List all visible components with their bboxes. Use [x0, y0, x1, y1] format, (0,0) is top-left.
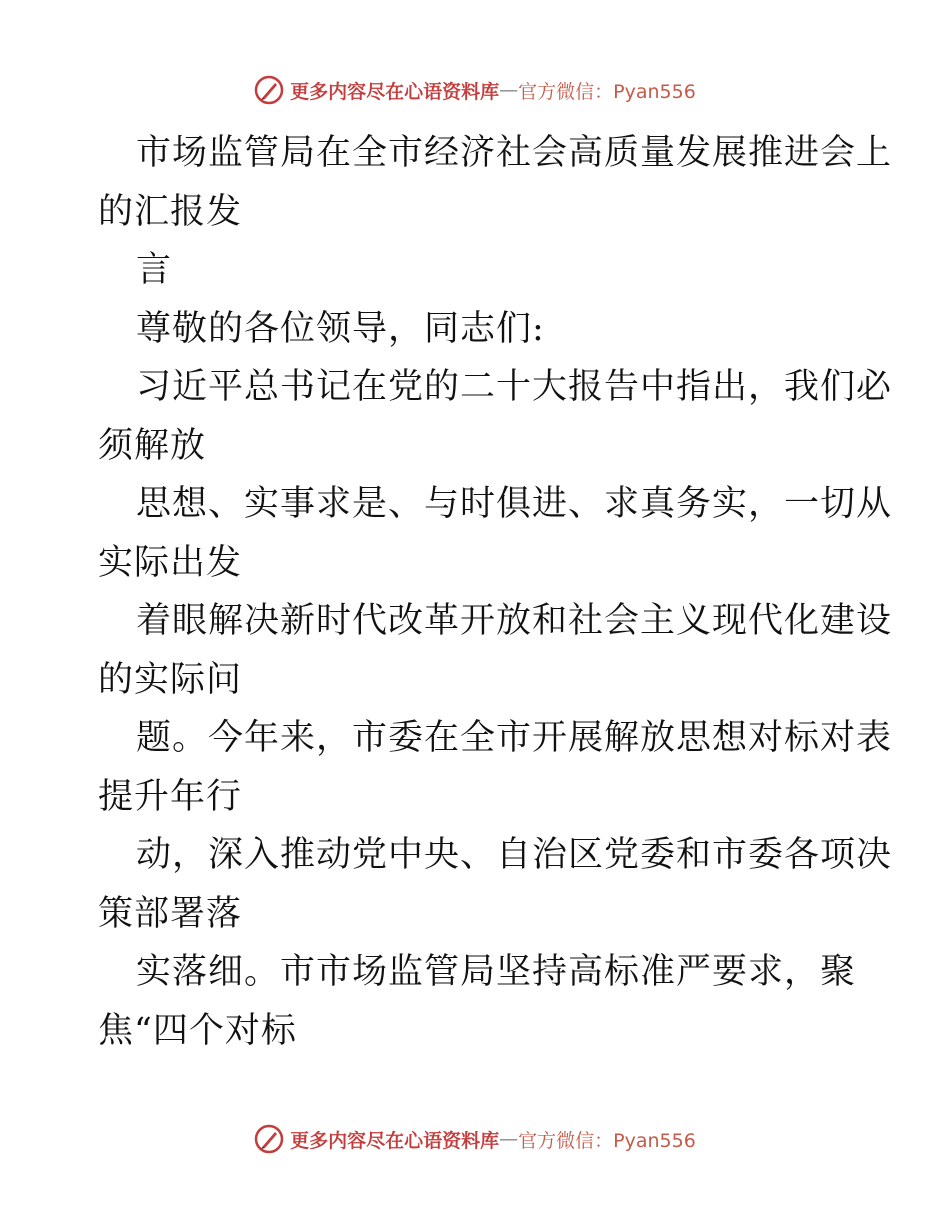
watermark-separator: — [499, 1128, 519, 1150]
watermark-main-text: 更多内容尽在心语资料库 [290, 80, 500, 103]
text-line: 策部署落 [98, 893, 243, 934]
text-line: 实落细。市市场监管局坚持高标准严要求，聚 [136, 952, 857, 992]
watermark-sub-text: 官方微信：Pyan556 [518, 1129, 696, 1152]
text-line: 习近平总书记在党的二十大报告中指出，我们必 [136, 367, 893, 407]
text-line: 尊敬的各位领导，同志们: [136, 308, 545, 349]
text-line: 的实际问 [98, 659, 243, 700]
text-line: 实际出发 [98, 542, 243, 583]
text-line: 着眼解决新时代改革开放和社会主义现代化建设 [136, 601, 893, 641]
text-line: 题。今年来，市委在全市开展解放思想对标对表 [136, 718, 893, 758]
text-line: 动，深入推动党中央、自治区党委和市委各项决 [136, 835, 893, 875]
text-line: 提升年行 [98, 776, 243, 817]
text-line: 思想、实事求是、与时俱进、求真务实，一切从 [136, 484, 893, 524]
header-watermark [0, 72, 950, 108]
watermark-separator: — [499, 79, 519, 101]
quill-pen-logo-icon [254, 1124, 284, 1154]
text-line: 焦“四个对标 [98, 1010, 297, 1051]
text-line: 的汇报发 [98, 191, 243, 232]
footer-watermark [0, 1121, 950, 1157]
text-line: 言 [136, 250, 173, 290]
document-body [98, 124, 893, 1060]
watermark-sub-text: 官方微信：Pyan556 [518, 80, 696, 103]
quill-pen-logo-icon [254, 75, 284, 105]
text-line: 须解放 [98, 425, 207, 466]
watermark-main-text: 更多内容尽在心语资料库 [290, 1129, 500, 1152]
text-line: 市场监管局在全市经济社会高质量发展推进会上 [136, 133, 893, 173]
